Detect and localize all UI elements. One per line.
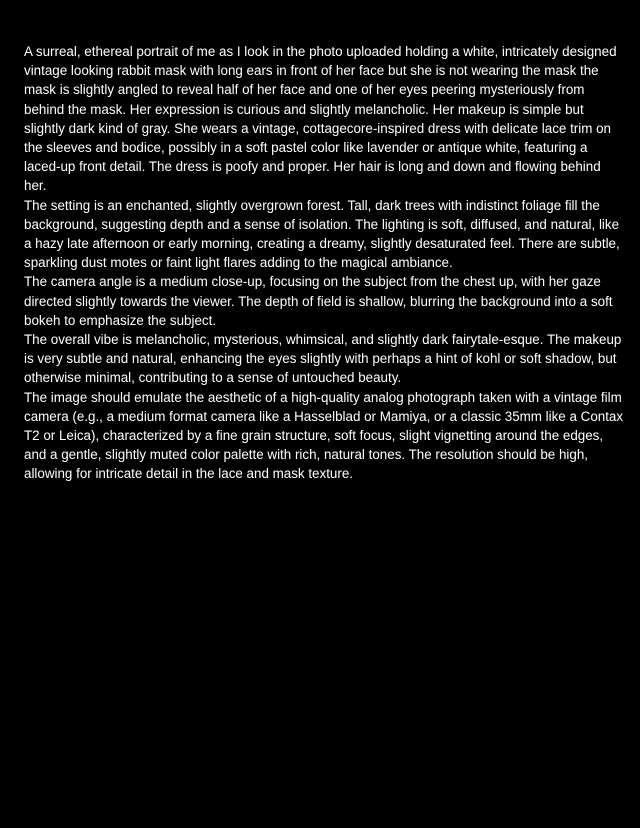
- paragraph-subject: A surreal, ethereal portrait of me as I look in the photo uploaded holding a white, intricately designed vintage looking rabbit mask with long ears in front of her face but she is not wearing the mask the mask is slightly angled to reveal half of her face and one of her eyes peering mysteriously from behind the mask. Her expression is curious and slightly melancholic. Her makeup is simple but slightly dark kind of gray. She wears a vintage, cottagecore-inspired dress with delicate lace trim on the sleeves and bodice, possibly in a soft pastel color like lavender or antique white, featuring a laced-up front detail. The dress is poofy and proper. Her hair is long and down and flowing behind her.: [24, 44, 617, 194]
- paragraph-setting: The setting is an enchanted, slightly overgrown forest. Tall, dark trees with indistinct foliage fill the background, suggesting depth and a sense of isolation. The lighting is soft, diffused, and natural, like a hazy late afternoon or early morning, creating a dreamy, slightly desaturated feel. There are subtle, sparkling dust motes or faint light flares adding to the magical ambiance.: [24, 197, 620, 271]
- prompt-text-block: [24, 42, 624, 484]
- paragraph-camera: The camera angle is a medium close-up, focusing on the subject from the chest up, with her gaze directed slightly towards the viewer. The depth of field is shallow, blurring the background into a soft bokeh to emphasize the subject.: [24, 274, 613, 328]
- paragraph-vibe: The overall vibe is melancholic, mysterious, whimsical, and slightly dark fairytale-esque. The makeup is very subtle and natural, enhancing the eyes slightly with perhaps a hint of kohl or soft shadow, but otherwise minimal, contributing to a sense of untouched beauty.: [24, 332, 622, 386]
- paragraph-aesthetic: The image should emulate the aesthetic of a high-quality analog photograph taken with a vintage film camera (e.g., a medium format camera like a Hasselblad or Mamiya, or a classic 35mm like a Contax T2 or Leica), characterized by a fine grain structure, soft focus, slight vignetting around the edges, and a gentle, slightly muted color palette with rich, natural tones. The resolution should be high, allowing for intricate detail in the lace and mask texture.: [24, 389, 624, 482]
